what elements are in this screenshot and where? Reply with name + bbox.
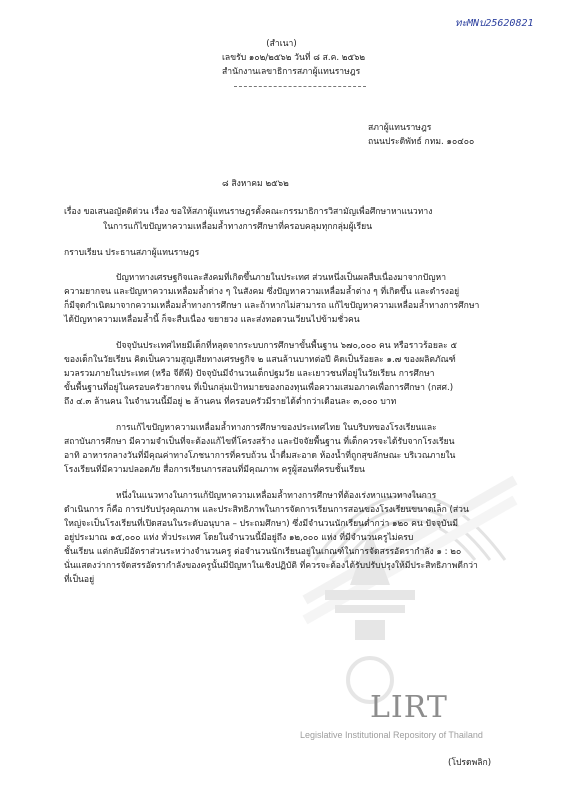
document-date: ๘ สิงหาคม ๒๕๖๒: [222, 179, 289, 189]
para1-line: ปัญหาทางเศรษฐกิจและสังคมที่เกิดขึ้นภายในประเทศ ส่วนหนึ่งเป็นผลสืบเนื่องมาจากปัญหา: [116, 273, 447, 283]
continued-note: (โปรดพลิก): [448, 758, 492, 768]
para1-line: ความยากจน และปัญหาความเหลื่อมล้ำต่าง ๆ ในสังคม ซึ่งปัญหาความเหลื่อมล้ำต่าง ๆ ที่เกิดขึ้น และดำรงอยู่: [64, 287, 460, 297]
salutation: กราบเรียน ประธานสภาผู้แทนราษฎร: [64, 248, 200, 258]
para4-line: ใหญ่จะเป็นโรงเรียนที่เปิดสอนในระดับอนุบาล – ประถมศึกษา) ซึ่งมีจำนวนนักเรียนต่ำกว่า ๑๒๐ คน ปัจจุบันมี: [64, 519, 459, 529]
para4-line: ที่เป็นอยู่: [64, 575, 95, 585]
subject-line-2: ในการแก้ไขปัญหาความเหลื่อมล้ำทางการศึกษาที่ครอบคลุมทุกกลุ่มผู้เรียน: [103, 222, 373, 232]
para4-line: หนึ่งในแนวทางในการแก้ปัญหาความเหลื่อมล้ำทางการศึกษาที่ต้องเร่งหาแนวทางในการ: [116, 491, 437, 501]
copy-label: (สำเนา): [266, 39, 297, 49]
para1-line: ได้ปัญหาความเหลื่อมล้ำนี้ ก็จะสืบเนื่อง ขยายวง และส่งทอดวนเวียนไปข้ามชั่วคน: [64, 315, 360, 325]
para4-line: ชั้นเรียน แต่กลับมีอัตราส่วนระหว่างจำนวนครู ต่อจำนวนนักเรียนอยู่ในเกณฑ์ในการจัดสรรอัตรากำลัง ๑ : ๒๐: [64, 547, 462, 557]
sender-address: ถนนประดิพัทธ์ กทม. ๑๐๔๐๐: [368, 137, 475, 147]
para4-line: ดำเนินการ ก็คือ การปรับปรุงคุณภาพ และประสิทธิภาพในการจัดการเรียนการสอนของโรงเรียนขนาดเล็ก (ส่วน: [64, 505, 469, 515]
watermark-logo-subtitle: Legislative Institutional Repository of Thailand: [300, 730, 483, 740]
para2-line: มวลรวมภายในประเทศ (หรือ จีดีพี) ปัจจุบันมีจำนวนเด็กปฐมวัย และเยาวชนที่อยู่ในวัยเรียน การศึกษา: [64, 369, 435, 379]
para2-line: ของเด็กในวัยเรียน คิดเป็นความสูญเสียทางเศรษฐกิจ ๒ แสนล้านบาทต่อปี คิดเป็นร้อยละ ๑.๗ ของผลิตภัณฑ์: [64, 355, 456, 365]
watermark-logo-text: LIRT: [370, 690, 448, 725]
para3-line: โรงเรียนที่มีความปลอดภัย สื่อการเรียนการสอนที่มีคุณภาพ ครูผู้สอนที่ครบชั้นเรียน: [64, 465, 365, 475]
para1-line: ก็มีจุดกำเนิดมาจากความเหลื่อมล้ำทางการศึกษา และถ้าหากไม่สามารถ แก้ไขปัญหาความเหลื่อมล้ำทางการศึกษา: [64, 301, 480, 311]
header-divider: [234, 86, 366, 87]
para3-line: การแก้ไขปัญหาความเหลื่อมล้ำทางการศึกษาของประเทศไทย ในบริบทของโรงเรียนและ: [116, 423, 437, 433]
para2-line: ขั้นพื้นฐานที่อยู่ในครอบครัวยากจน ที่เป็นกลุ่มเป้าหมายของกองทุนเพื่อความเสมอภาคเพื่อการศึกษา (กสศ.): [64, 383, 454, 393]
receiving-office: สำนักงานเลขาธิการสภาผู้แทนราษฎร: [222, 67, 361, 77]
para2-line: ถึง ๔.๓ ล้านคน ในจำนวนนี้มีอยู่ ๒ ล้านคน ที่ครอบครัวมีรายได้ต่ำกว่าเดือนละ ๓,๐๐๐ บาท: [64, 397, 397, 407]
sender-organization: สภาผู้แทนราษฎร: [368, 123, 432, 133]
handwritten-reference: ทะMNบ25620821: [455, 18, 534, 29]
para2-line: ปัจจุบันประเทศไทยมีเด็กที่หลุดจากระบบการศึกษาขั้นพื้นฐาน ๖๗๐,๐๐๐ คน หรือราวร้อยละ ๕: [116, 341, 458, 351]
para3-line: อาทิ อาหารกลางวันที่มีคุณค่าทางโภชนาการที่ครบถ้วน น้ำดื่มสะอาด ห้องน้ำที่ถูกสุขลักษณะ บริเวณภายใน: [64, 451, 456, 461]
para4-line: นั่นแสดงว่าการจัดสรรอัตรากำลังของครูนั้นมีปัญหาในเชิงปฏิบัติ ที่ควรจะต้องได้รับปรับปรุงให้มีประสิทธิภาพดีกว่า: [64, 561, 478, 571]
para4-line: อยู่ประมาณ ๑๕,๐๐๐ แห่ง ทั่วประเทศ โดยในจำนวนนี้มีอยู่ถึง ๑๒,๐๐๐ แห่ง ที่มีจำนวนครูไม่ครบ: [64, 533, 414, 543]
receipt-number: เลขรับ ๑๐๒/๒๕๖๒ วันที่ ๘ ส.ค. ๒๕๖๒: [222, 53, 366, 63]
subject-line-1: เรื่อง ขอเสนอญัตติด่วน เรื่อง ขอให้สภาผู้แทนราษฎรตั้งคณะกรรมาธิการวิสามัญเพื่อศึกษาหาแนวทาง: [64, 207, 433, 217]
para3-line: สถาบันการศึกษา มีความจำเป็นที่จะต้องแก้ไขที่โครงสร้าง และปัจจัยพื้นฐาน ที่เด็กควรจะได้รับจากโรงเรียน: [64, 437, 455, 447]
